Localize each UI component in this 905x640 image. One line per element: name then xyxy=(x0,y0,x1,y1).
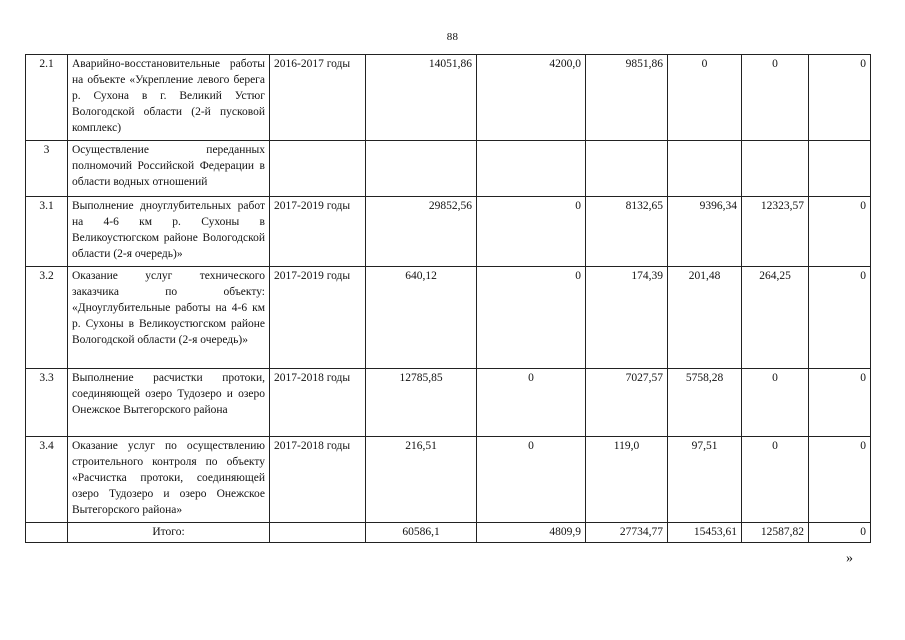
total-label: Итого: xyxy=(68,523,270,543)
row-period: 2016-2017 годы xyxy=(270,55,366,141)
row-number: 3.4 xyxy=(26,437,68,523)
row-name: Выполнение расчистки протоки, соединяющей озеро Тудозеро и озеро Онежское Вытегорского района xyxy=(68,369,270,437)
total-row xyxy=(26,523,871,543)
row-value-1: 29852,56 xyxy=(366,197,477,267)
total-number-cell xyxy=(26,523,68,543)
row-number: 3.1 xyxy=(26,197,68,267)
row-value-3: 7027,57 xyxy=(586,369,668,437)
row-value-4: 5758,28 xyxy=(668,369,742,437)
row-value-1 xyxy=(366,141,477,197)
row-value-6: 0 xyxy=(809,267,871,369)
row-period xyxy=(270,141,366,197)
row-value-3: 119,0 xyxy=(586,437,668,523)
row-period: 2017-2019 годы xyxy=(270,197,366,267)
total-value-1: 60586,1 xyxy=(366,523,477,543)
row-value-5: 12323,57 xyxy=(742,197,809,267)
row-value-4 xyxy=(668,141,742,197)
total-value-5: 12587,82 xyxy=(742,523,809,543)
row-value-4: 0 xyxy=(668,55,742,141)
row-number: 3 xyxy=(26,141,68,197)
table-row xyxy=(26,55,871,141)
total-period-cell xyxy=(270,523,366,543)
row-value-5: 0 xyxy=(742,437,809,523)
row-name: Осуществление переданных полномочий Российской Федерации в области водных отношений xyxy=(68,141,270,197)
row-number: 2.1 xyxy=(26,55,68,141)
page-number: 88 xyxy=(446,31,459,43)
row-value-6: 0 xyxy=(809,197,871,267)
total-value-6: 0 xyxy=(809,523,871,543)
row-period: 2017-2018 годы xyxy=(270,369,366,437)
row-name: Оказание услуг по осуществлению строительного контроля по объекту «Расчистка протоки, соединяющей озеро Тудозеро и озеро Онежское Вытегорского района» xyxy=(68,437,270,523)
row-period: 2017-2018 годы xyxy=(270,437,366,523)
row-value-3 xyxy=(586,141,668,197)
row-value-5: 264,25 xyxy=(742,267,809,369)
closing-quote-mark: » xyxy=(846,551,853,566)
row-value-3: 8132,65 xyxy=(586,197,668,267)
row-value-1: 12785,85 xyxy=(366,369,477,437)
row-value-4: 97,51 xyxy=(668,437,742,523)
row-value-3: 9851,86 xyxy=(586,55,668,141)
total-value-4: 15453,61 xyxy=(668,523,742,543)
row-value-3: 174,39 xyxy=(586,267,668,369)
row-value-2 xyxy=(477,141,586,197)
row-value-2: 4200,0 xyxy=(477,55,586,141)
row-value-6: 0 xyxy=(809,369,871,437)
row-value-6: 0 xyxy=(809,55,871,141)
row-value-5 xyxy=(742,141,809,197)
total-value-3: 27734,77 xyxy=(586,523,668,543)
row-value-1: 14051,86 xyxy=(366,55,477,141)
row-number: 3.2 xyxy=(26,267,68,369)
row-value-1: 640,12 xyxy=(366,267,477,369)
row-value-5: 0 xyxy=(742,369,809,437)
row-value-2: 0 xyxy=(477,437,586,523)
row-period: 2017-2019 годы xyxy=(270,267,366,369)
table-row xyxy=(26,141,871,197)
row-name: Аварийно-восстановительные работы на объекте «Укрепление левого берега р. Сухона в г. Великий Устюг Вологодской области (2-й пусковой комплекс) xyxy=(68,55,270,141)
row-value-6 xyxy=(809,141,871,197)
row-value-1: 216,51 xyxy=(366,437,477,523)
row-value-6: 0 xyxy=(809,437,871,523)
row-number: 3.3 xyxy=(26,369,68,437)
row-value-4: 201,48 xyxy=(668,267,742,369)
row-value-2: 0 xyxy=(477,267,586,369)
table-row xyxy=(26,267,871,369)
table-row xyxy=(26,437,871,523)
row-value-5: 0 xyxy=(742,55,809,141)
total-value-2: 4809,9 xyxy=(477,523,586,543)
row-name: Оказание услуг технического заказчика по объекту: «Дноуглубительные работы на 4-6 км р. Сухоны в Великоустюгском районе Вологодской области (2-я очередь)» xyxy=(68,267,270,369)
program-table xyxy=(25,54,871,543)
table-row xyxy=(26,197,871,267)
row-value-4: 9396,34 xyxy=(668,197,742,267)
table-row xyxy=(26,369,871,437)
row-value-2: 0 xyxy=(477,197,586,267)
row-value-2: 0 xyxy=(477,369,586,437)
row-name: Выполнение дноуглубительных работ на 4-6 км р. Сухоны в Великоустюгском районе Вологодской области (2-я очередь)» xyxy=(68,197,270,267)
